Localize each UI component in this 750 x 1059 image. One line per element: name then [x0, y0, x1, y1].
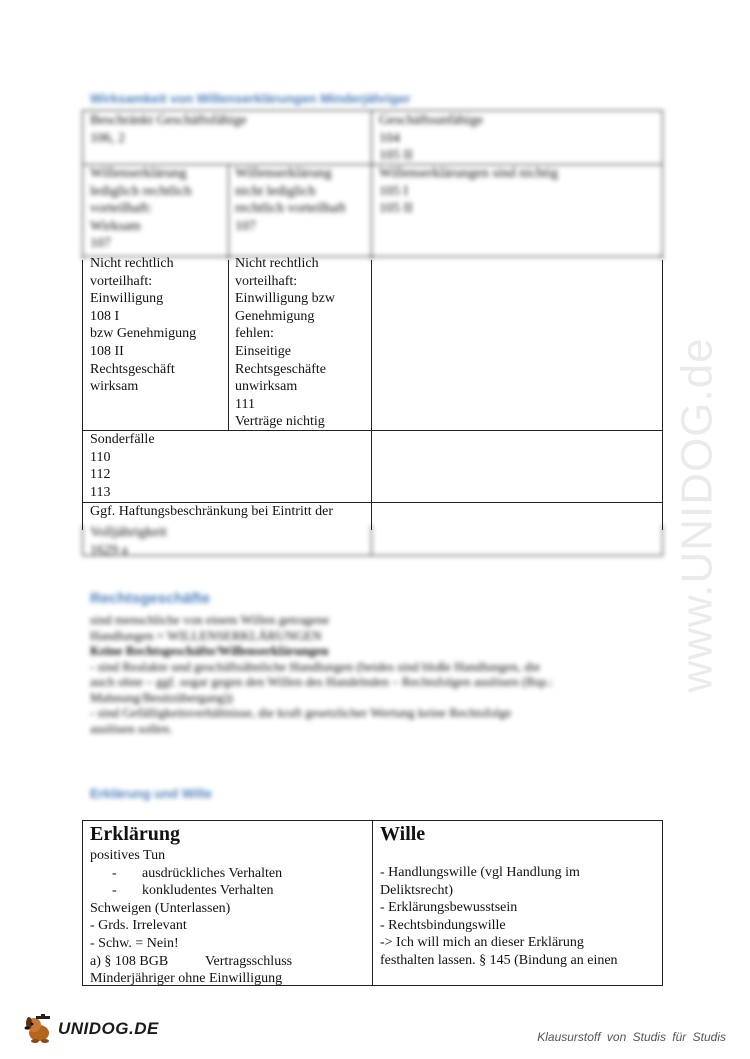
cell-consent-effective: Nicht rechtlich vorteilhaft: Einwilligung 108 I bzw Genehmigung 108 II Rechtsgeschäft wirksam — [90, 256, 197, 395]
section-title-minors: Wirksamkeit von Willenserklärungen Minderjähriger — [90, 91, 411, 106]
section-title-legal-transactions: Rechtsgeschäfte — [90, 590, 211, 607]
cell-not-advantageous: Willenserklärung nicht lediglich rechtlich vorteilhaft 107 — [235, 166, 346, 234]
cell-consent-missing: Nicht rechtlich vorteilhaft: Einwilligung bzw Genehmigung fehlen: Einseitige Rechtsgeschäfte unwirksam 111 Verträge nichtig — [235, 256, 335, 430]
cell-incapacity: Geschäftsunfähige 104 105 II — [379, 113, 484, 164]
dog-logo-icon — [22, 1014, 56, 1044]
cell-liability-limit: Ggf. Haftungsbeschränkung bei Eintritt der — [90, 504, 333, 519]
table-blurred-footer: Volljährigkeit 1629 a — [82, 525, 663, 556]
section-title-declaration-will: Erklärung und Wille — [90, 786, 212, 801]
declaration-heading: Erklärung — [90, 823, 181, 845]
minors-table — [82, 110, 663, 556]
unidog-logo: UNIDOG.DE — [22, 1014, 159, 1044]
footer-slogan: Klausurstoff von Studis für Studis — [537, 1030, 726, 1044]
declaration-column: Erklärung positives Tun - ausdrückliches Verhalten - konkludentes Verhalten Schweigen (Unterlassen) - Grds. Irrelevant - Schw. = Nein! a) § 108 BGB Vertragsschluss Minderjähriger ohne Einwilligung — [90, 821, 370, 988]
cell-advantageous: Willenserklärung lediglich rechtlich vorteilhaft: Wirksam 107 — [90, 166, 192, 252]
watermark: www.UNIDOG.de — [673, 337, 723, 693]
cell-special-cases: Sonderfälle 110 112 113 — [90, 432, 155, 500]
declaration-will-table — [82, 820, 663, 986]
legal-transactions-text: sind menschliche von einem Willen getragene Handlungen = WILLENSERKLÄRUNGEN Keine Rechtsgeschäfte/Willenserklärungen - sind Realakte und geschäftsähnliche Handlungen (beides sind bloße Handlungen, die auch ohne – ggf. sogar gegen den Willen des Handelnden – Rechtsfolgen auslösen (Bsp.: Mahnung/Besitzübergang)) - sind Gefälligkeitsverhältnisse, die kraft gesetzlicher Wertung keine Rechtsfolge auslösen sollen. — [90, 612, 554, 736]
cell-limited-capacity: Beschränkt Geschäftsfähige 106, 2 — [90, 113, 247, 146]
will-column: Wille - Handlungswille (vgl Handlung im Deliktsrecht) - Erklärungsbewusstsein - Rechtsbindungswille -> Ich will mich an dieser Erklärung festhalten lassen. § 145 (Bindung an einen — [380, 821, 660, 970]
cell-void-declarations: Willenserklärungen sind nichtig 105 I 105 II — [379, 166, 559, 217]
will-heading: Wille — [380, 823, 426, 845]
table-blurred-header — [82, 110, 663, 260]
